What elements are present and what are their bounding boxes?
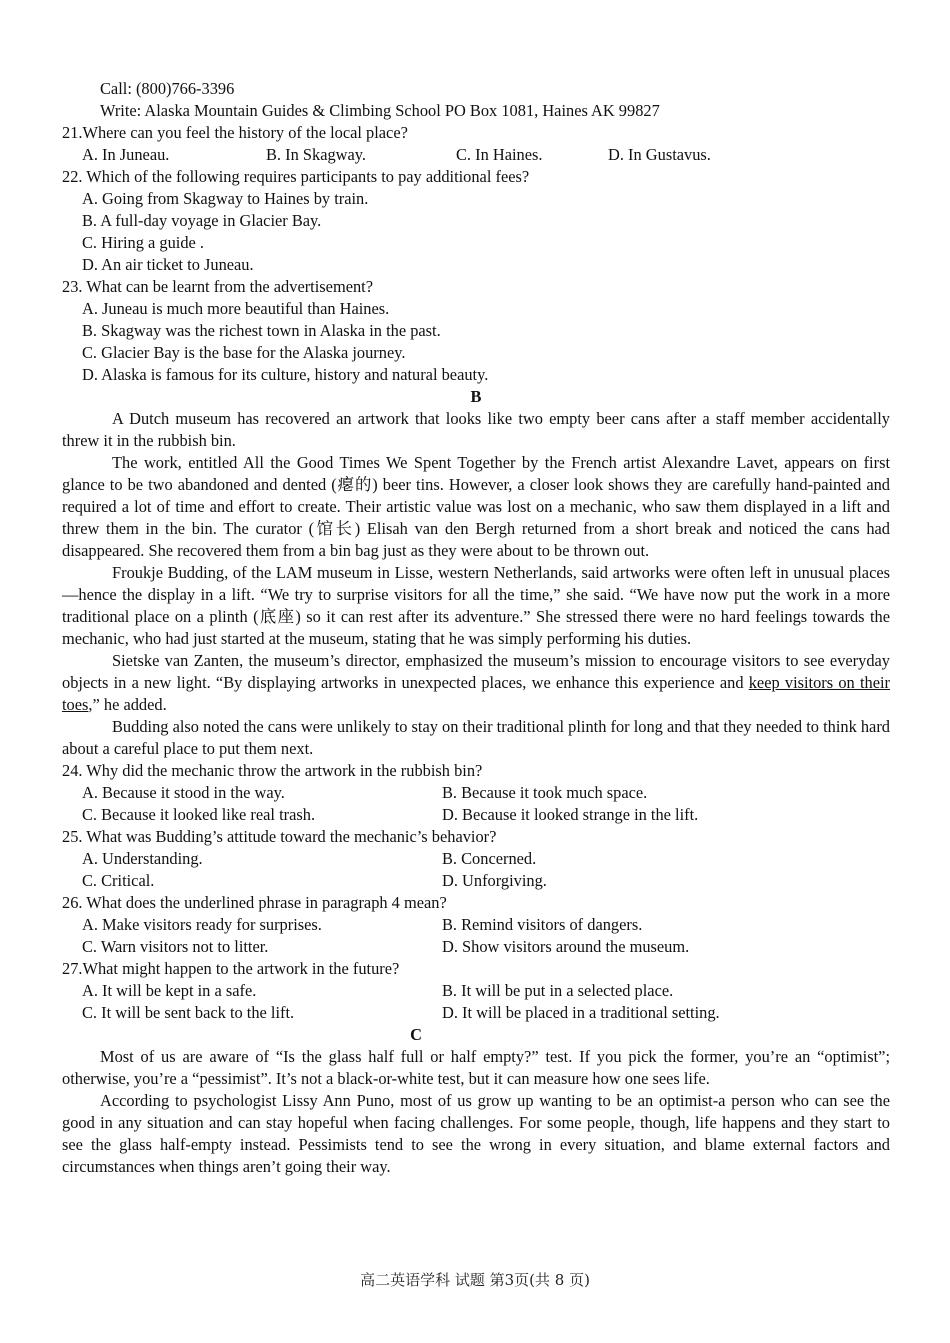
passage-paragraph-1: A Dutch museum has recovered an artwork that looks like two empty beer cans after a staff member accidentally threw it in the rubbish bin. bbox=[62, 409, 890, 450]
option-c: C. It will be sent back to the lift. bbox=[82, 1003, 295, 1022]
question-25-options-row-1 bbox=[62, 848, 890, 870]
option-b: B. A full-day voyage in Glacier Bay. bbox=[82, 211, 322, 230]
passage-paragraph-5: Budding also noted the cans were unlikely to stay on their traditional plinth for long and that they needed to think hard about a careful place to put them next. bbox=[62, 717, 890, 758]
option-d: D. Unforgiving. bbox=[442, 871, 547, 890]
section-c-passage bbox=[62, 1046, 890, 1178]
passage-c-paragraph-1: Most of us are aware of “Is the glass half full or half empty?” test. If you pick the former, you’re an “optimist”; otherwise, you’re a “pessimist”. It’s not a black-or-white test, but it can measure how one sees life. bbox=[62, 1047, 890, 1088]
option-a: A. Going from Skagway to Haines by train. bbox=[82, 189, 369, 208]
question-25-options-row-2 bbox=[62, 870, 890, 892]
option-d: D. Show visitors around the museum. bbox=[442, 937, 690, 956]
option-c: C. Critical. bbox=[82, 871, 155, 890]
option-b: B. Remind visitors of dangers. bbox=[442, 915, 643, 934]
passage-paragraph-3: Froukje Budding, of the LAM museum in Lisse, western Netherlands, said artworks were often left in unusual places—hence the display in a lift. “We try to surprise visitors for all the time,” she said. “We have now put the work in a more traditional place on a plinth (底座) so it can rest after its adventure.” She stressed there were no hard feelings towards the mechanic, who had just started at the museum, stating that he was simply performing his duties. bbox=[62, 563, 890, 648]
question-24-stem: 24. Why did the mechanic throw the artwork in the rubbish bin? bbox=[62, 761, 483, 780]
question-26-options-row-2 bbox=[62, 936, 890, 958]
paragraph-4-text-after: ,” he added. bbox=[88, 695, 167, 714]
option-b: B. It will be put in a selected place. bbox=[442, 981, 674, 1000]
section-c-heading: C bbox=[410, 1025, 422, 1044]
option-d: D. In Gustavus. bbox=[608, 145, 711, 164]
passage-c-paragraph-2: According to psychologist Lissy Ann Puno, most of us grow up wanting to be an optimist-a person who can see the good in any situation and can stay hopeful when facing challenges. For some people, though, life happens and they start to see the glass half-empty instead. Pessimists tend to see the wrong in every situation, and blame external factors and circumstances when things aren’t going their way. bbox=[62, 1091, 890, 1176]
question-24-options-row-1 bbox=[62, 782, 890, 804]
option-c: C. In Haines. bbox=[456, 145, 543, 164]
option-b: B. In Skagway. bbox=[266, 145, 366, 164]
option-a: A. Juneau is much more beautiful than Haines. bbox=[82, 299, 390, 318]
section-b-passage bbox=[62, 408, 890, 760]
option-d: D. Because it looked strange in the lift. bbox=[442, 805, 699, 824]
question-27-options-row-2 bbox=[62, 1002, 890, 1024]
option-d: D. An air ticket to Juneau. bbox=[82, 255, 254, 274]
question-21-stem: 21.Where can you feel the history of the local place? bbox=[62, 123, 408, 142]
option-c: C. Hiring a guide . bbox=[82, 233, 205, 252]
option-b: B. Concerned. bbox=[442, 849, 537, 868]
question-27-stem: 27.What might happen to the artwork in the future? bbox=[62, 959, 400, 978]
passage-paragraph-4 bbox=[62, 650, 890, 716]
option-c: C. Warn visitors not to litter. bbox=[82, 937, 269, 956]
contact-write: Write: Alaska Mountain Guides & Climbing School PO Box 1081, Haines AK 99827 bbox=[100, 101, 660, 120]
option-c: C. Glacier Bay is the base for the Alaska journey. bbox=[82, 343, 406, 362]
option-a: A. Understanding. bbox=[82, 849, 203, 868]
question-27-options-row-1 bbox=[62, 980, 890, 1002]
paragraph-4-text-before: Sietske van Zanten, the museum’s director, emphasized the museum’s mission to encourage visitors to see everyday objects in a new light. “By displaying artworks in unexpected places, we enhance this experience and bbox=[62, 651, 890, 692]
contact-call: Call: (800)766-3396 bbox=[100, 79, 235, 98]
question-23-stem: 23. What can be learnt from the advertisement? bbox=[62, 277, 373, 296]
question-26-options-row-1 bbox=[62, 914, 890, 936]
option-a: A. In Juneau. bbox=[82, 145, 170, 164]
option-a: A. Make visitors ready for surprises. bbox=[82, 915, 322, 934]
question-22-stem: 22. Which of the following requires participants to pay additional fees? bbox=[62, 167, 530, 186]
question-24-options-row-2 bbox=[62, 804, 890, 826]
option-d: D. Alaska is famous for its culture, history and natural beauty. bbox=[82, 365, 489, 384]
underlined-phrase: keep visitors on their toes bbox=[62, 673, 890, 714]
question-25-stem: 25. What was Budding’s attitude toward the mechanic’s behavior? bbox=[62, 827, 497, 846]
option-d: D. It will be placed in a traditional setting. bbox=[442, 1003, 720, 1022]
option-b: B. Skagway was the richest town in Alaska in the past. bbox=[82, 321, 441, 340]
option-b: B. Because it took much space. bbox=[442, 783, 648, 802]
question-21-options bbox=[62, 144, 890, 166]
exam-page bbox=[62, 78, 890, 1178]
option-a: A. It will be kept in a safe. bbox=[82, 981, 257, 1000]
passage-paragraph-2: The work, entitled All the Good Times We Spent Together by the French artist Alexandre Lavet, appears on first glance to be two abandoned and dented (瘪的) beer tins. However, a closer look shows they are carefully hand-painted and required a lot of time and effort to create. Their artistic value was lost on a mechanic, who saw them displayed in a lift and threw them in the bin. The curator (馆长) Elisah van den Bergh returned from a short break and noticed the cans had disappeared. She recovered them from a bin bag just as they were about to be thrown out. bbox=[62, 453, 890, 560]
option-a: A. Because it stood in the way. bbox=[82, 783, 285, 802]
section-b-heading: B bbox=[470, 387, 482, 406]
page-footer: 高二英语学科 试题 第3页(共 8 页) bbox=[360, 1271, 590, 1289]
option-c: C. Because it looked like real trash. bbox=[82, 805, 316, 824]
question-26-stem: 26. What does the underlined phrase in paragraph 4 mean? bbox=[62, 893, 447, 912]
